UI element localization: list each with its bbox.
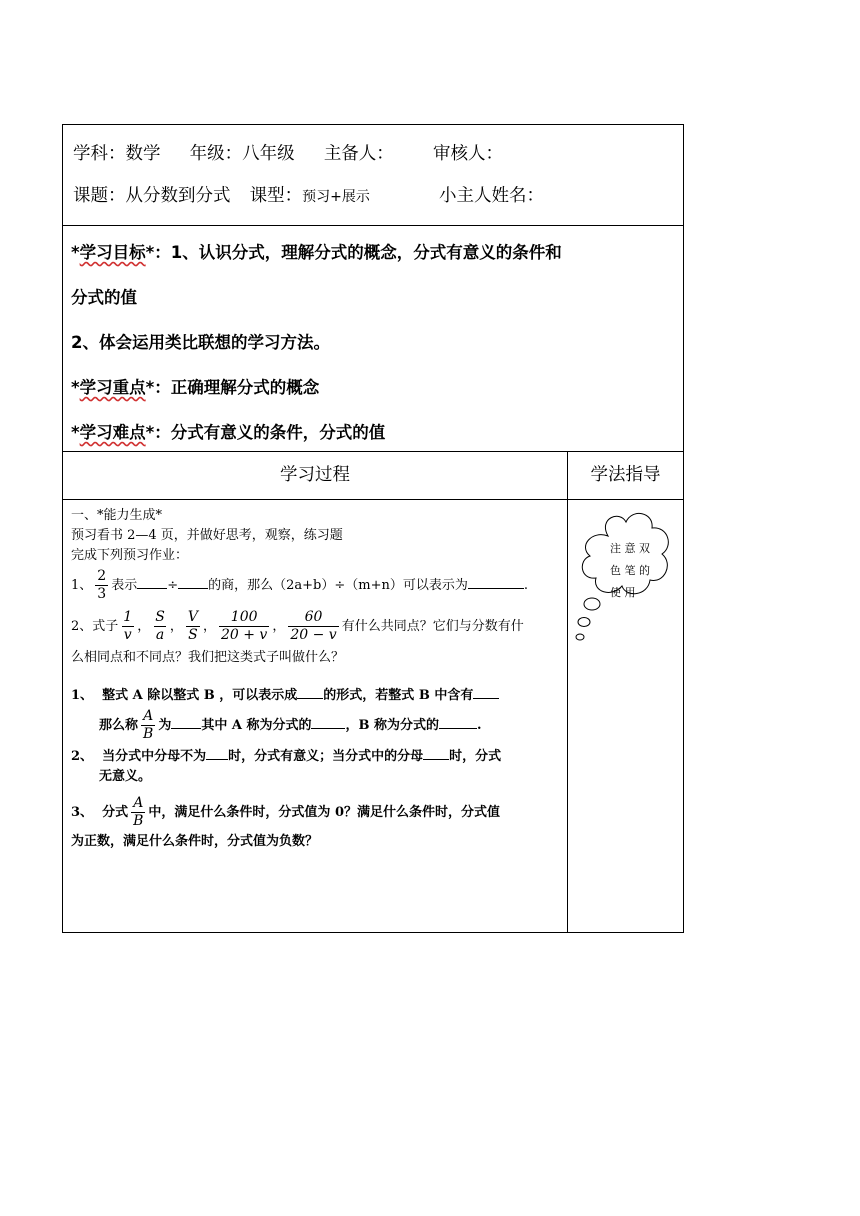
fraction-numerator: 100 — [230, 609, 258, 625]
topic-label: 课题：从分数到分式 — [73, 186, 231, 206]
fraction-denominator: v — [123, 627, 132, 643]
answer-blank[interactable] — [297, 686, 323, 699]
p1-end: . — [476, 718, 482, 733]
goal-title: 学习目标 — [79, 243, 146, 262]
fraction-a-b — [141, 708, 155, 743]
p2-number: 2、 — [71, 749, 94, 764]
answer-blank[interactable] — [137, 576, 167, 589]
fraction-denominator: a — [155, 627, 165, 643]
p2-text-c: 时，分式 — [449, 749, 502, 764]
question-2 — [71, 609, 559, 644]
fraction-v-s — [186, 609, 200, 644]
fraction-2-3 — [95, 568, 108, 603]
p3-text-a: 分式 — [102, 805, 129, 820]
p1-number: 1、 — [71, 688, 94, 703]
key-point-title: 学习重点 — [79, 378, 146, 397]
fraction-60 — [288, 609, 338, 644]
q2-prefix: 2、式子 — [71, 619, 119, 634]
answer-blank[interactable] — [206, 747, 228, 760]
separator: ， — [202, 619, 216, 634]
goal-prefix: * — [71, 243, 80, 262]
answer-blank[interactable] — [473, 686, 499, 699]
fraction-denominator: 3 — [97, 586, 107, 602]
q1-number: 1、 — [71, 578, 93, 593]
difficulty-line — [71, 410, 675, 455]
p1-text-c: 那么称 — [99, 718, 139, 733]
process-header: 学习过程 — [63, 452, 567, 500]
practice-3 — [71, 795, 559, 830]
type-value: 预习+展示 — [302, 189, 370, 205]
complete-instruction: 完成下列预习作业： — [71, 548, 189, 563]
thought-cloud-icon — [568, 500, 683, 660]
diff-prefix: * — [71, 423, 80, 442]
difficulty-text: *：分式有意义的条件，分式的值 — [145, 423, 386, 442]
fraction-numerator: 1 — [123, 609, 133, 625]
side-note-row-3: 使 用 — [610, 586, 636, 599]
p2-text-a: 当分式中分母不为 — [102, 749, 207, 764]
goals-section — [63, 226, 683, 452]
preview-instruction: 预习看书 2—4 页，并做好思考，观察，练习题 — [71, 528, 343, 543]
p1-text-e: 其中 A 称为分式的 — [201, 718, 312, 733]
divide-sign: ÷ — [167, 578, 179, 593]
fraction-denominator: 20 + v — [220, 627, 268, 643]
fraction-a-b — [131, 795, 145, 830]
answer-blank[interactable] — [439, 716, 477, 729]
goal-line-2: 分式的值 — [71, 288, 137, 307]
type-label: 课型： — [249, 186, 303, 206]
practice-1-line-2 — [71, 708, 559, 743]
p1-text-d: 为 — [158, 718, 172, 733]
p1-text-f: ，B 称为分式的 — [345, 718, 439, 733]
fraction-numerator: V — [187, 609, 198, 625]
fraction-numerator: A — [143, 708, 154, 724]
lesson-plan-table — [62, 124, 684, 933]
difficulty-title: 学习难点 — [79, 423, 146, 442]
side-note-row-1: 注 意 双 — [610, 542, 650, 555]
practice-2-line-2: 无意义。 — [99, 769, 152, 784]
process-table — [63, 452, 683, 932]
fraction-100 — [219, 609, 269, 644]
fraction-numerator: A — [133, 795, 144, 811]
question-1 — [71, 568, 559, 603]
fraction-numerator: S — [155, 609, 165, 625]
answer-blank[interactable] — [311, 716, 345, 729]
practice-2 — [71, 747, 559, 767]
q2-text: 有什么共同点？它们与分数有什 — [341, 619, 524, 634]
reviewer-label: 审核人： — [432, 144, 503, 164]
goal-line-3: 2、体会运用类比联想的学习方法。 — [71, 333, 330, 352]
fraction-numerator: 2 — [97, 568, 107, 584]
separator: ， — [272, 619, 286, 634]
header-line-2 — [73, 175, 673, 217]
q1-text-b: 的商，那么（2a+b）÷（m+n）可以表示为 — [208, 578, 468, 593]
practice-1 — [71, 686, 559, 706]
q1-end: . — [523, 578, 528, 593]
q2-line-2: 么相同点和不同点？我们把这类式子叫做什么？ — [71, 650, 345, 665]
separator: ， — [169, 619, 183, 634]
separator: ， — [137, 619, 151, 634]
practice-3-line-2: 为正数，满足什么条件时，分式值为负数？ — [71, 834, 319, 849]
side-note-row-2: 色 笔 的 — [610, 564, 650, 577]
fraction-denominator: B — [143, 726, 154, 742]
fraction-s-a — [153, 609, 167, 644]
p2-text-b: 时，分式有意义；当分式中的分母 — [228, 749, 424, 764]
header-section — [63, 125, 683, 226]
p1-text-b: 的形式，若整式 B 中含有 — [323, 688, 474, 703]
key-prefix: * — [71, 378, 80, 397]
q1-text-a: 表示 — [111, 578, 138, 593]
key-point-text: *：正确理解分式的概念 — [145, 378, 320, 397]
leader-name-label: 小主人姓名： — [439, 186, 545, 206]
fraction-denominator: B — [133, 813, 144, 829]
process-column — [63, 452, 568, 932]
header-line-1 — [73, 133, 673, 175]
fraction-denominator: S — [188, 627, 198, 643]
fraction-denominator: 20 − v — [290, 627, 337, 643]
subject-label: 学科：数学 — [73, 144, 161, 164]
p3-text-b: 中，满足什么条件时，分式值为 0？满足什么条件时，分式值 — [148, 805, 500, 820]
preparer-label: 主备人： — [323, 144, 394, 164]
process-body — [63, 500, 567, 932]
guidance-header: 学法指导 — [568, 452, 683, 500]
fraction-numerator: 60 — [304, 609, 323, 625]
section-title: 一、*能力生成* — [71, 508, 163, 523]
answer-blank[interactable] — [423, 747, 449, 760]
guidance-body — [568, 500, 683, 932]
fraction-1-v — [121, 609, 134, 644]
answer-blank[interactable] — [468, 576, 524, 589]
key-point-line — [71, 365, 675, 410]
guidance-column — [568, 452, 683, 932]
grade-label: 年级：八年级 — [189, 144, 295, 164]
goal-text: *：1、认识分式，理解分式的概念，分式有意义的条件和 — [145, 243, 562, 262]
p1-text-a: 整式 A 除以整式 B ，可以表示成 — [102, 688, 298, 703]
answer-blank[interactable] — [178, 576, 208, 589]
goal-line-1 — [71, 230, 675, 275]
answer-blank[interactable] — [171, 716, 201, 729]
p3-number: 3、 — [71, 805, 94, 820]
